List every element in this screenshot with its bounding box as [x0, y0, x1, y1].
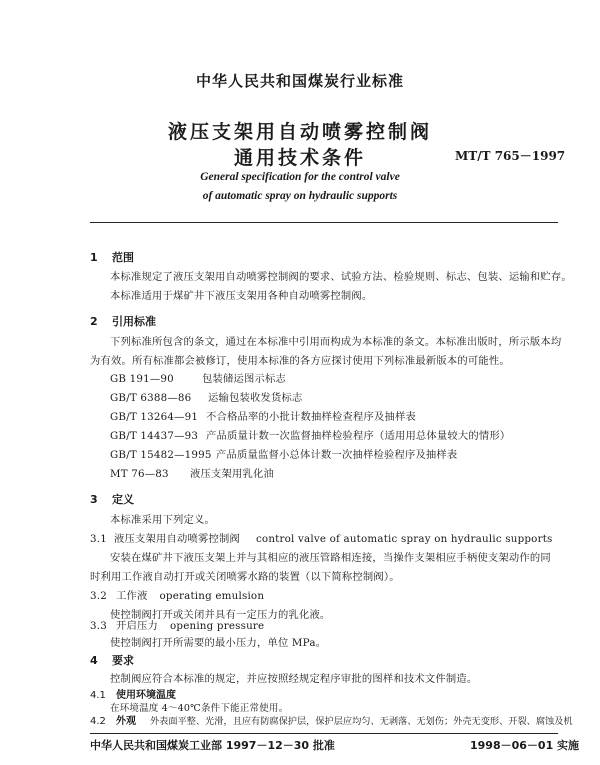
- clause-number: 3.1: [90, 533, 107, 545]
- term-zh: 液压支架用自动喷雾控制阀: [114, 533, 240, 545]
- clause-number: 4.2: [90, 716, 106, 727]
- reference-name: 产品质量监督小总体计数一次抽样检验程序及抽样表: [216, 449, 458, 461]
- reference-code: GB/T 15482—1995: [110, 449, 212, 461]
- term-en: control valve of automatic spray on hydraulic supports: [255, 533, 553, 545]
- section-number: 3: [90, 493, 98, 506]
- definition-3-1-heading: [90, 530, 553, 545]
- reference-item: [110, 370, 286, 385]
- clause-4-1-heading: [90, 686, 176, 701]
- section-3-intro: 本标准采用下列定义。: [110, 514, 215, 526]
- title-line-1: 液压支架用自动喷雾控制阀: [167, 121, 432, 143]
- term-zh: 工作液: [116, 590, 148, 602]
- reference-name: 不合格品率的小批计数抽样检查程序及抽样表: [206, 411, 416, 423]
- definition-3-2-heading: [90, 587, 264, 602]
- section-title: 引用标准: [112, 315, 156, 328]
- approval-note: 中华人民共和国煤炭工业部 1997－12－30 批准: [90, 739, 335, 752]
- section-2-heading: [90, 313, 156, 329]
- header-divider: [90, 222, 558, 223]
- term-en: operating emulsion: [159, 590, 265, 602]
- reference-code: GB 191—90: [110, 373, 174, 385]
- issuing-body-header: 中华人民共和国煤炭行业标准: [195, 72, 404, 90]
- reference-name: 包装储运图示标志: [202, 373, 286, 385]
- standard-code: MT/T 765－1997: [455, 149, 566, 163]
- reference-code: GB/T 14437—93: [110, 430, 199, 442]
- clause-number: 3.3: [90, 620, 107, 632]
- reference-name: 运输包装收发货标志: [208, 392, 303, 404]
- english-title-line-2: of automatic spray on hydraulic supports: [202, 190, 398, 202]
- term-en: opening pressure: [170, 620, 265, 632]
- section-title: 定义: [112, 493, 134, 506]
- section-1-paragraph-1: 本标准规定了液压支架用自动喷雾控制阀的要求、试验方法、检验规则、标志、包装、运输和贮存。: [110, 271, 572, 283]
- definition-3-1-line-2: 时利用工作液自动打开或关闭喷雾水路的装置（以下简称控制阀）。: [90, 571, 400, 583]
- reference-item: [110, 389, 302, 404]
- section-1-heading: [90, 249, 134, 265]
- definition-3-2-text: 使控制阀打开或关闭并具有一定压力的乳化液。: [110, 609, 331, 621]
- reference-item: [110, 465, 274, 480]
- clause-4-2-text: 外表面平整、光滑，且应有防腐保护层，保护层应均匀、无剥落、无划伤；外壳无变形、开裂、腐蚀及机: [150, 716, 573, 727]
- reference-code: MT 76—83: [110, 468, 169, 480]
- clause-title: 外观: [116, 716, 136, 727]
- section-number: 4: [90, 654, 98, 667]
- section-3-heading: [90, 491, 134, 507]
- reference-code: GB/T 6388—86: [110, 392, 192, 404]
- clause-4-2-heading: [90, 712, 136, 727]
- implementation-date: 1998－06－01 实施: [470, 739, 580, 752]
- title-line-2: 通用技术条件: [233, 147, 366, 169]
- definition-3-3-text: 使控制阀打开所需要的最小压力，单位 MPa。: [110, 637, 327, 649]
- section-2-paragraph-line-1: 下列标准所包含的条文，通过在本标准中引用而构成为本标准的条文。本标准出版时，所示版本均: [110, 336, 562, 348]
- clause-number: 3.2: [90, 590, 107, 602]
- reference-item: [110, 427, 510, 442]
- section-4-paragraph: 控制阀应符合本标准的规定，并应按照经规定程序审批的图样和技术文件制造。: [110, 673, 478, 685]
- clause-title: 使用环境温度: [116, 690, 176, 701]
- clause-4-1-text: 在环境温度 4～40℃条件下能正常使用。: [110, 703, 289, 714]
- definition-3-1-line-1: 安装在煤矿井下液压支架上并与其相应的液压管路相连接，当操作支架相应手柄使支架动作的同: [110, 552, 551, 564]
- english-title-line-1: General specification for the control valve: [200, 171, 400, 183]
- reference-item: [110, 446, 457, 461]
- section-1-paragraph-2: 本标准适用于煤矿井下液压支架用各种自动喷雾控制阀。: [110, 290, 373, 302]
- term-zh: 开启压力: [116, 620, 158, 632]
- definition-3-3-heading: [90, 617, 264, 632]
- footer-divider: [90, 733, 558, 734]
- reference-name: 产品质量计数一次监督抽样检验程序（适用用总体量较大的情形）: [206, 430, 511, 442]
- clause-number: 4.1: [90, 690, 106, 701]
- section-title: 范围: [112, 251, 134, 264]
- section-title: 要求: [112, 654, 134, 667]
- reference-name: 液压支架用乳化油: [190, 468, 274, 480]
- section-number: 1: [90, 251, 98, 264]
- reference-item: [110, 408, 416, 423]
- reference-code: GB/T 13264—91: [110, 411, 199, 423]
- section-4-heading: [90, 652, 134, 668]
- section-2-paragraph-line-2: 为有效。所有标准都会被修订，使用本标准的各方应探讨使用下列标准最新版本的可能性。: [90, 355, 510, 367]
- section-number: 2: [90, 315, 98, 328]
